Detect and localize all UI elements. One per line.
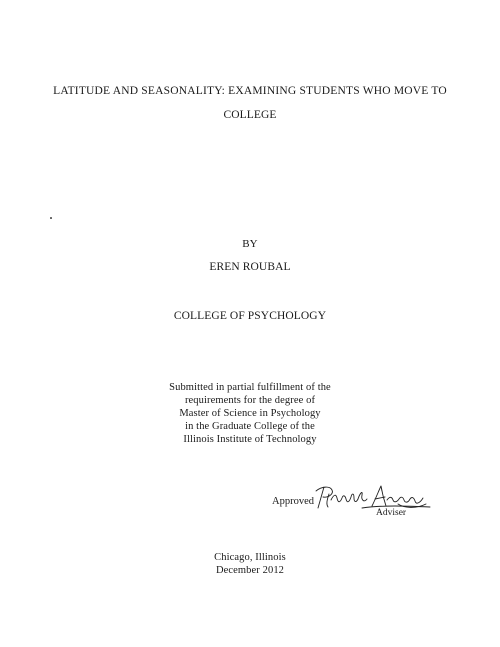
department-name: COLLEGE OF PSYCHOLOGY [173, 310, 327, 322]
submission-line-4: in the Graduate College of the [185, 421, 315, 432]
submission-line-5: Illinois Institute of Technology [183, 434, 317, 445]
thesis-title-line-1: LATITUDE AND SEASONALITY: EXAMINING STUDENTS WHO MOVE TO [53, 85, 447, 97]
approval-block [272, 482, 432, 522]
date: December 2012 [215, 565, 285, 576]
submission-line-2: requirements for the degree of [184, 395, 316, 406]
place: Chicago, Illinois [214, 552, 286, 563]
submission-line-1: Submitted in partial fulfillment of the [169, 382, 331, 393]
thesis-title-line-2: COLLEGE [223, 109, 277, 121]
submission-line-3: Master of Science in Psychology [179, 408, 321, 419]
adviser-label: Adviser [376, 508, 407, 518]
by-label: BY [242, 238, 258, 250]
author-name: EREN ROUBAL [209, 261, 291, 273]
handwritten-signature [312, 482, 432, 516]
approved-label: Approved [272, 496, 314, 507]
scan-speck [50, 217, 52, 219]
